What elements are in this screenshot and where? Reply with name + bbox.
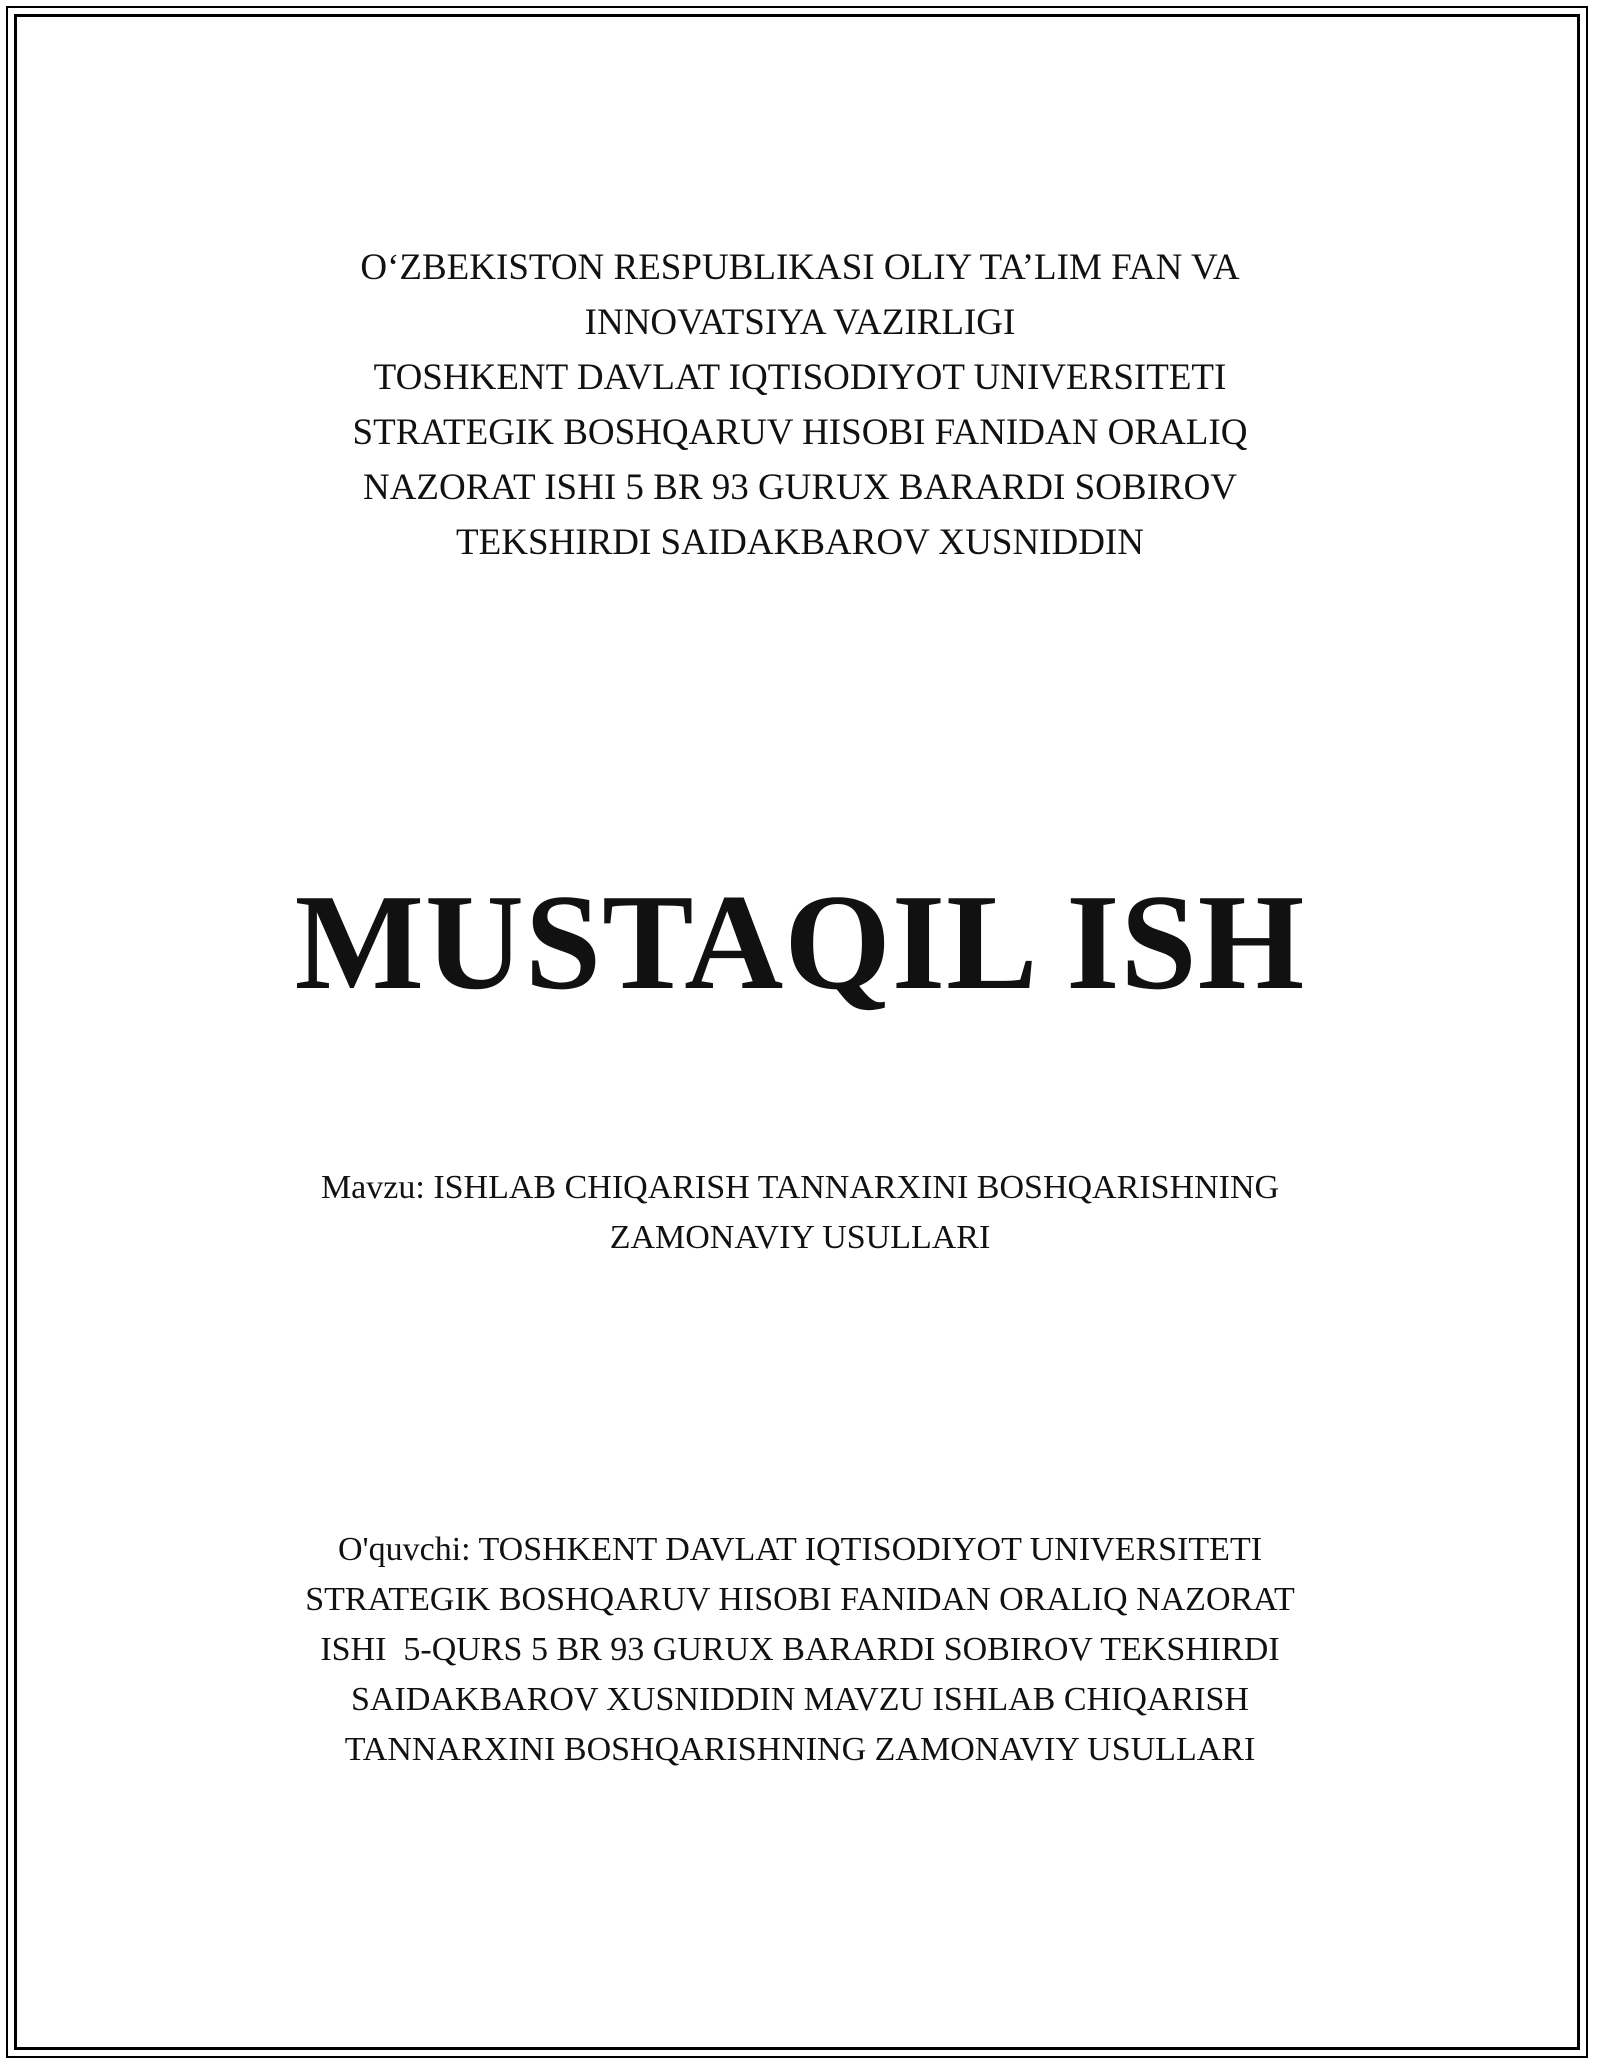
student-line: STRATEGIK BOSHQARUV HISOBI FANIDAN ORALIQ NAZORAT xyxy=(305,1581,1295,1618)
header-line: INNOVATSIYA VAZIRLIGI xyxy=(584,302,1016,343)
header-line: TEKSHIRDI SAIDAKBAROV XUSNIDDIN xyxy=(456,522,1144,563)
topic-line: ZAMONAVIY USULLARI xyxy=(609,1219,991,1256)
header-line: O‘ZBEKISTON RESPUBLIKASI OLIY TA’LIM FAN VA xyxy=(360,247,1240,288)
topic-section xyxy=(0,1163,1600,1263)
institution-header xyxy=(0,240,1600,570)
topic-line: Mavzu: ISHLAB CHIQARISH TANNARXINI BOSHQARISHNING xyxy=(320,1169,1280,1206)
student-line: O'quvchi: TOSHKENT DAVLAT IQTISODIYOT UNIVERSITETI xyxy=(337,1531,1263,1568)
header-line: STRATEGIK BOSHQARUV HISOBI FANIDAN ORALIQ xyxy=(352,412,1248,453)
student-line: ISHI 5-QURS 5 BR 93 GURUX BARARDI SOBIROV TEKSHIRDI xyxy=(320,1631,1280,1668)
document-title: MUSTAQIL ISH xyxy=(294,866,1306,1018)
header-line: TOSHKENT DAVLAT IQTISODIYOT UNIVERSITETI xyxy=(373,357,1227,398)
student-section xyxy=(0,1525,1600,1775)
header-line: NAZORAT ISHI 5 BR 93 GURUX BARARDI SOBIROV xyxy=(362,467,1238,508)
student-line: TANNARXINI BOSHQARISHNING ZAMONAVIY USULLARI xyxy=(344,1731,1256,1768)
student-line: SAIDAKBAROV XUSNIDDIN MAVZU ISHLAB CHIQARISH xyxy=(351,1681,1249,1718)
